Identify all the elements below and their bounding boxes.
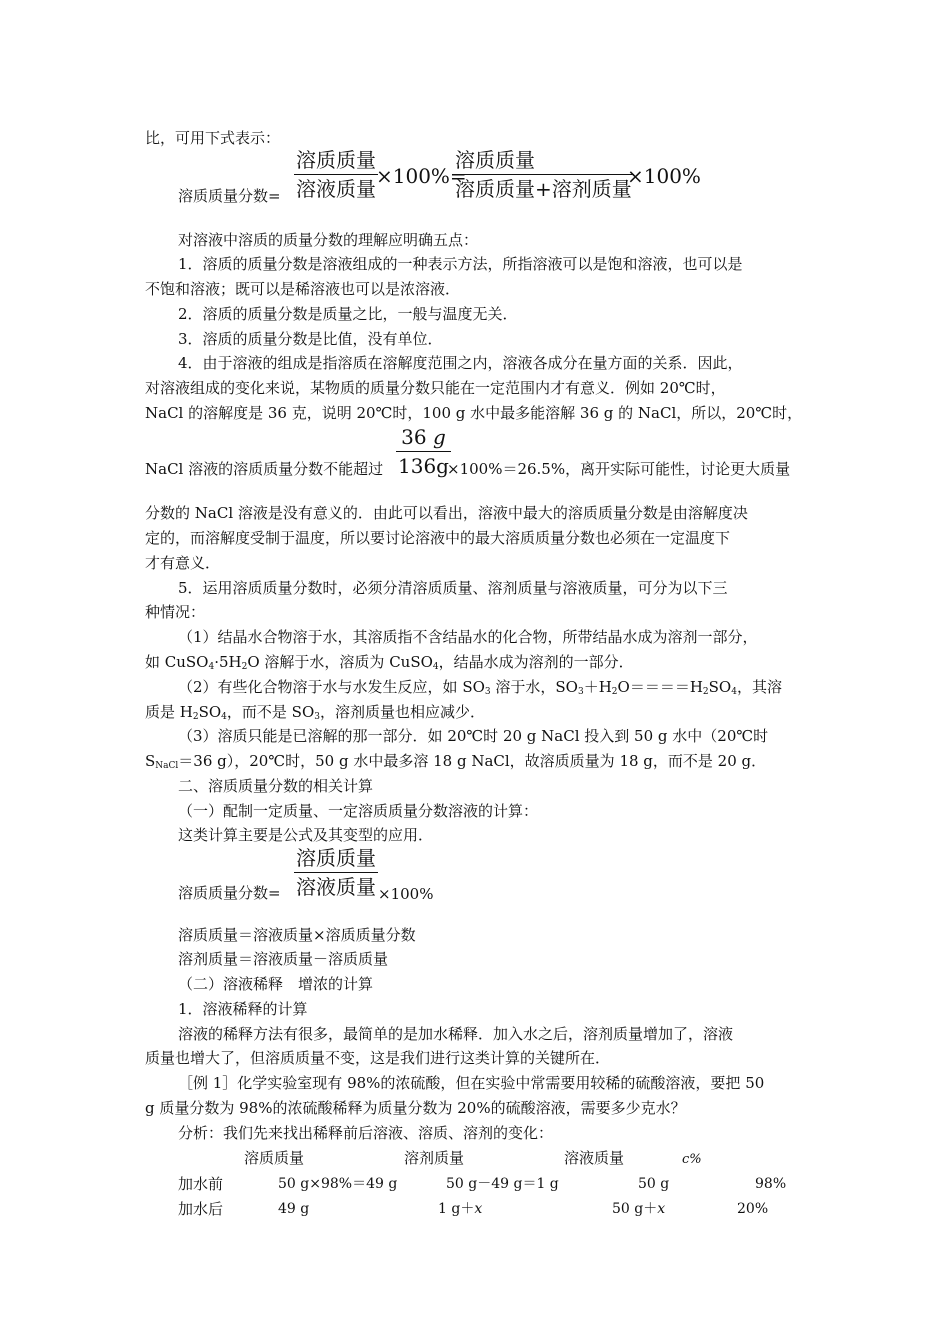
subheading-1-desc: 这类计算主要是公式及其变型的应用．	[178, 826, 434, 844]
table-row-label: 加水后	[178, 1200, 224, 1218]
point1-line-b: 不饱和溶液；既可以是稀溶液也可以是浓溶液．	[145, 280, 461, 298]
formula1-numerator-b: 溶质质量	[455, 148, 535, 172]
table-cell-solute: 50 g×98%＝49 g	[278, 1176, 398, 1192]
table-cell-solvent: 1 g＋x	[438, 1201, 483, 1217]
equation-solvent: 溶剂质量＝溶液质量－溶质质量	[178, 950, 389, 968]
intro-line: 比，可用下式表示：	[145, 129, 281, 147]
subheading-2-1: 1．溶液稀释的计算	[178, 1000, 308, 1018]
point4-line-e: 定的，而溶解度受制于温度，所以要讨论溶液中的最大溶质质量分数也必须在一定温度下	[145, 529, 731, 547]
point4-line-b: 对溶液组成的变化来说，某物质的质量分数只能在一定范围内才有意义．例如 20℃时，	[145, 379, 726, 397]
table-row-label: 加水前	[178, 1175, 224, 1193]
formula3-fraction	[294, 845, 378, 900]
case2-line-b: 质是 $H_2SO_4$，而不是 $SO_3$，溶剂质量也相应减少．	[145, 703, 485, 722]
table-header-solvent: 溶剂质量	[404, 1149, 465, 1167]
understand-title: 对溶液中溶质的质量分数的理解应明确五点：	[178, 231, 479, 249]
example-line-a: ［例 1］化学实验室现有 98%的浓硫酸，但在实验中常需要用较稀的硫酸溶液，要把 50	[178, 1074, 765, 1092]
formula1-fraction-a	[294, 147, 378, 202]
table-cell-solution: 50 g	[638, 1176, 670, 1192]
table-cell-concentration: 20%	[737, 1201, 769, 1217]
table-cell-solute: 49 g	[278, 1201, 310, 1217]
table-cell-concentration: 98%	[755, 1176, 787, 1192]
subheading-1: （一）配制一定质量、一定溶质质量分数溶液的计算：	[178, 802, 539, 820]
equation-solute: 溶质质量＝溶液质量×溶质质量分数	[178, 926, 416, 944]
point4-line-c: NaCl 的溶解度是 36 克，说明 20℃时，100 g 水中最多能溶解 36 g 的 NaCl，所以，20℃时，	[145, 404, 803, 422]
case1-line-b: 如 $CuSO_4\cdot 5H_2O$ 溶解于水，溶质为 CuSO$_4$，结晶水成为溶剂的一部分．	[145, 653, 634, 672]
case1-line-a: （1）结晶水合物溶于水，其溶质指不含结晶水的化合物，所带结晶水成为溶剂一部分，	[178, 628, 758, 646]
section-heading-2: 二、溶质质量分数的相关计算	[178, 777, 374, 795]
formula1-denominator-a: 溶液质量	[296, 177, 376, 201]
point3: 3．溶质的质量分数是比值，没有单位．	[178, 330, 443, 348]
formula2-numerator-unit: g	[432, 425, 446, 449]
case3-line-a: （3）溶质只能是已溶解的那一部分．如 20℃时 20 g NaCl 投入到 50 g 水中（20℃时	[178, 727, 769, 745]
dilute-line-a: 溶液的稀释方法有很多，最简单的是加水稀释．加入水之后，溶剂质量增加了，溶液	[178, 1025, 734, 1043]
formula3-denominator: 溶液质量	[296, 875, 376, 899]
formula2-suffix: ×100%＝26.5%，离开实际可能性，讨论更大质量	[447, 460, 791, 478]
formula3-label: 溶质质量分数=	[178, 884, 281, 902]
table-cell-solvent: 50 g－49 g＝1 g	[446, 1176, 559, 1192]
point5-line-a: 5．运用溶质质量分数时，必须分清溶质质量、溶剂质量与溶液质量，可分为以下三	[178, 579, 728, 597]
formula3-times: ×100%	[378, 885, 434, 903]
fraction-bar	[396, 451, 451, 452]
table-header-solution: 溶液质量	[564, 1149, 625, 1167]
formula2-fraction	[396, 424, 451, 479]
point4-line-f: 才有意义．	[145, 554, 221, 572]
formula1-denominator-b: 溶质质量+溶剂质量	[455, 177, 632, 201]
table-header-concentration: c%	[682, 1152, 702, 1167]
formula1-numerator-a: 溶质质量	[296, 148, 376, 172]
formula1-fraction-b	[453, 147, 634, 202]
subheading-2: （二）溶液稀释 增浓的计算	[178, 975, 374, 993]
formula1-label: 溶质质量分数=	[178, 187, 281, 205]
table-cell-solution: 50 g＋x	[612, 1201, 666, 1217]
fraction-bar	[294, 872, 378, 873]
formula3-numerator: 溶质质量	[296, 846, 376, 870]
example-line-b: g 质量分数为 98%的浓硫酸稀释为质量分数为 20%的硫酸溶液，需要多少克水？	[145, 1099, 686, 1117]
fraction-bar	[294, 174, 378, 175]
dilute-line-b: 质量也增大了，但溶质质量不变，这是我们进行这类计算的关键所在．	[145, 1049, 611, 1067]
point4-line-a: 4．由于溶液的组成是指溶质在溶解度范围之内，溶液各成分在量方面的关系．因此，	[178, 354, 743, 372]
formula2-prefix: NaCl 溶液的溶质质量分数不能超过	[145, 460, 384, 478]
case3-line-b: $S_{NaCl}=36$ g），20℃时，50 g 水中最多溶 18 g NaCl，故溶质质量为 18 g，而不是 20 g．	[145, 752, 767, 771]
formula2-numerator-value: 36	[401, 425, 427, 449]
point4-line-d: 分数的 NaCl 溶液是没有意义的．由此可以看出，溶液中最大的溶质质量分数是由溶解度决	[145, 504, 748, 522]
fraction-bar	[453, 174, 634, 175]
table-header-solute: 溶质质量	[244, 1149, 305, 1167]
formula1-times-a: ×100%=	[376, 164, 467, 188]
formula2-denominator: 136g	[398, 454, 449, 478]
point2: 2．溶质的质量分数是质量之比，一般与温度无关．	[178, 305, 518, 323]
point5-line-b: 种情况：	[145, 603, 206, 621]
formula1-times-b: ×100%	[627, 164, 701, 188]
point1-line-a: 1．溶质的质量分数是溶液组成的一种表示方法，所指溶液可以是饱和溶液，也可以是	[178, 255, 743, 273]
analysis-line: 分析：我们先来找出稀释前后溶液、溶质、溶剂的变化：	[178, 1124, 554, 1142]
case2-line-a: （2）有些化合物溶于水与水发生反应，如 $SO_3$ 溶于水，$SO_3+H_2O====H_2SO_4$，其溶	[178, 678, 782, 697]
